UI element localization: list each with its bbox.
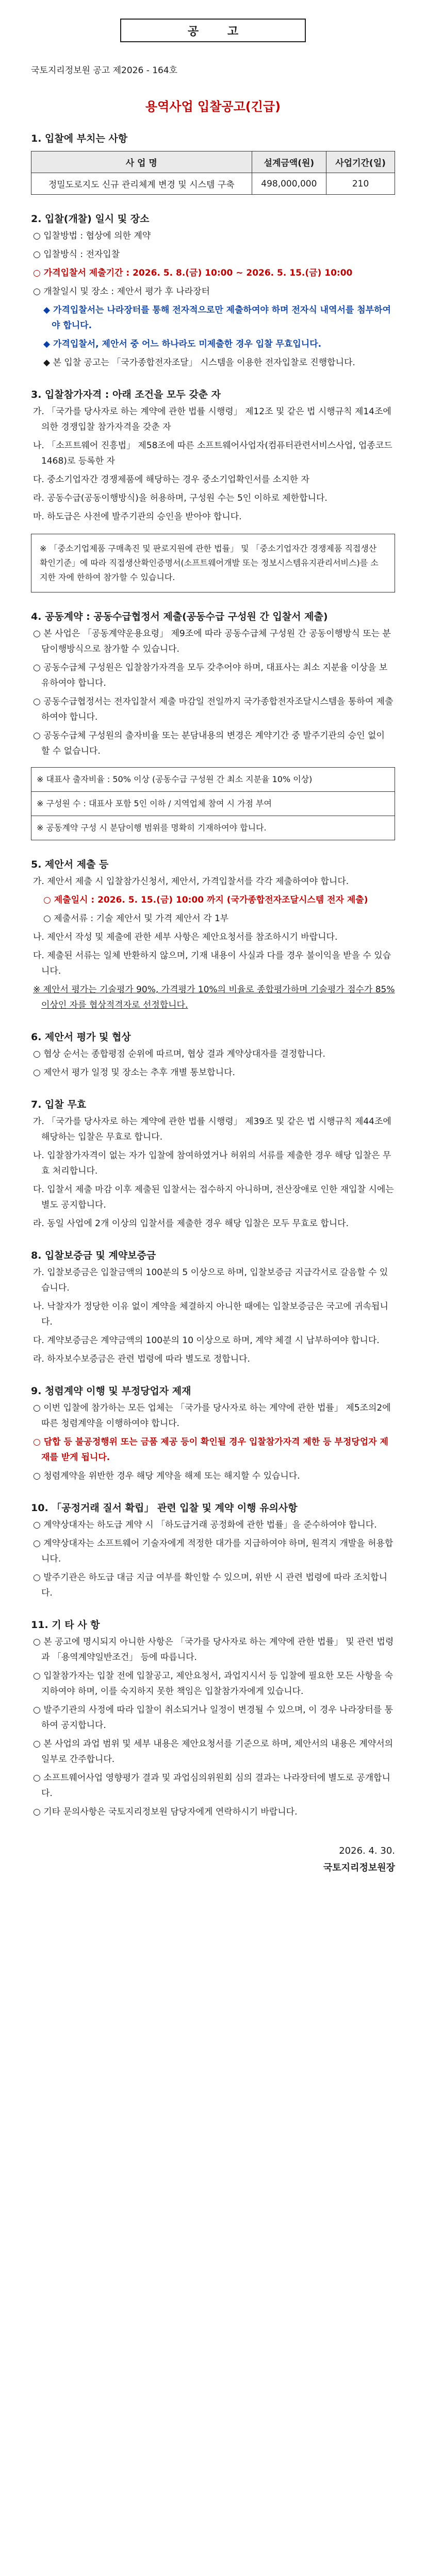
list-item: ○ 청렴계약을 위반한 경우 해당 계약을 해제 또는 해지할 수 있습니다. [33, 1471, 300, 1481]
list-item: ○ 제출서류 : 기술 제안서 및 가격 제안서 각 1부 [43, 913, 229, 924]
list-item: 가. 제안서 제출 시 입찰참가신청서, 제안서, 가격입찰서를 각각 제출하여야 합니다. [33, 876, 349, 887]
table-row [31, 173, 395, 195]
list-item: ◆ 가격입찰서, 제안서 중 어느 하나라도 미제출한 경우 입찰 무효입니다. [43, 339, 322, 349]
section-10-title: 10. 「공정거래 질서 확립」 관련 입찰 및 계약 이행 유의사항 [31, 1502, 298, 1514]
list-item: ○ 가격입찰서 제출기간 : 2026. 5. 8.(금) 10:00 ~ 2026. 5. 15.(금) 10:00 [33, 268, 353, 278]
list-item: ○ 계약상대자는 하도급 계약 시 「하도급거래 공정화에 관한 법률」을 준수하여야 합니다. [33, 1520, 377, 1530]
list-item: ○ 제출일시 : 2026. 5. 15.(금) 10:00 까지 (국가종합전자조달시스템 전자 제출) [43, 895, 368, 905]
list-item: ○ 공동수급협정서는 전자입찰서 제출 마감일 전일까지 국가종합전자조달시스템을 통하여 제출하여야 합니다. [33, 697, 394, 722]
table-cell: 210 [326, 173, 395, 195]
table-row [31, 792, 395, 816]
list-item: ○ 계약상대자는 소프트웨어 기술자에게 적정한 대가를 지급하여야 하며, 원격지 개발을 허용합니다. [33, 1538, 394, 1564]
joint-contract-box [31, 767, 395, 840]
qualification-note: ※ 「중소기업제품 구매촉진 및 판로지원에 관한 법률」 및 「중소기업자간 경쟁제품 직접생산 확인기준」에 따라 직접생산확인증명서(소프트웨어개발 또는 정보시스템유지관리서비스)를 소지한 자에 한하여 참가할 수 있습니다. [31, 534, 395, 592]
list-item: ○ 기타 문의사항은 국토지리정보원 담당자에게 연락하시기 바랍니다. [33, 1807, 298, 1817]
list-item: 라. 동일 사업에 2개 이상의 입찰서를 제출한 경우 해당 입찰은 모두 무효로 합니다. [33, 1218, 349, 1229]
table-header: 사 업 명 [31, 151, 252, 173]
section-2-title: 2. 입찰(개찰) 일시 및 장소 [31, 213, 150, 225]
list-item: ○ 담합 등 불공정행위 또는 금품 제공 등이 확인될 경우 입찰참가자격 제한 등 부정당업자 제재를 받게 됩니다. [33, 1437, 388, 1463]
notice-heading: 용역사업 입찰공고(긴급) [145, 99, 281, 114]
table-row [31, 768, 395, 792]
list-item: 나. 「소프트웨어 진흥법」 제58조에 따른 소프트웨어사업자(컴퓨터관련서비스사업, 업종코드 1468)로 등록한 자 [33, 440, 392, 466]
list-item: 나. 낙찰자가 정당한 이유 없이 계약을 체결하지 아니한 때에는 입찰보증금은 국고에 귀속됩니다. [33, 1301, 388, 1327]
section-9-title: 9. 청렴계약 이행 및 부정당업자 제재 [31, 1385, 191, 1397]
list-item: ○ 입찰참가자는 입찰 전에 입찰공고, 제안요청서, 과업지시서 등 입찰에 필요한 모든 사항을 숙지하여야 하며, 이를 숙지하지 못한 책임은 입찰참가자에게 있습니다. [33, 1671, 394, 1697]
section-1-title: 1. 입찰에 부치는 사항 [31, 133, 128, 144]
section-11-title: 11. 기 타 사 항 [31, 1619, 100, 1631]
section-3-title: 3. 입찰참가자격 : 아래 조건을 모두 갖춘 자 [31, 389, 221, 400]
list-item: ○ 발주기관의 사정에 따라 입찰이 취소되거나 일정이 변경될 수 있으며, 이 경우 나라장터를 통하여 공지합니다. [33, 1705, 394, 1731]
list-item: 라. 공동수급(공동이행방식)을 허용하며, 구성원 수는 5인 이하로 제한합니다. [33, 493, 327, 503]
issuing-organization: 국토지리정보원장 [323, 1862, 395, 1873]
list-item: 나. 입찰참가자격이 없는 자가 입찰에 참여하였거나 허위의 서류를 제출한 경우 해당 입찰은 무효 처리합니다. [33, 1150, 391, 1176]
section-6-title: 6. 제안서 평가 및 협상 [31, 1031, 131, 1043]
evaluation-note: ※ 제안서 평가는 기술평가 90%, 가격평가 10%의 비율로 종합평가하며 기술평가 점수가 85% 이상인 자를 협상적격자로 선정합니다. [33, 985, 395, 1010]
table-cell: ※ 공동계약 구성 시 분담이행 범위를 명확히 기재하여야 합니다. [31, 816, 395, 840]
list-item: ○ 개찰일시 및 장소 : 제안서 평가 후 나라장터 [33, 286, 210, 297]
table-header: 사업기간(일) [326, 151, 395, 173]
table-cell: 498,000,000 [252, 173, 326, 195]
list-item: ○ 본 사업은 「공동계약운용요령」 제9조에 따라 공동수급체 구성원 간 공동이행방식 또는 분담이행방식으로 참가할 수 있습니다. [33, 629, 391, 654]
list-item: ○ 입찰방법 : 협상에 의한 계약 [33, 231, 151, 241]
table-row [31, 816, 395, 840]
list-item: 마. 하도급은 사전에 발주기관의 승인을 받아야 합니다. [33, 512, 242, 522]
notice-number: 국토지리정보원 공고 제2026 - 164호 [31, 65, 178, 76]
list-item: ◆ 본 입찰 공고는 「국가종합전자조달」 시스템을 이용한 전자입찰로 진행합니다. [43, 358, 355, 368]
list-item: ○ 본 사업의 과업 범위 및 세부 내용은 제안요청서를 기준으로 하며, 제안서의 내용은 계약서의 일부로 간주합니다. [33, 1739, 394, 1765]
list-item: ○ 이번 입찰에 참가하는 모든 업체는 「국가를 당사자로 하는 계약에 관한 법률」 제5조의2에 따른 청렴계약을 이행하여야 합니다. [33, 1403, 391, 1429]
list-item: ○ 발주기관은 하도급 대금 지급 여부를 확인할 수 있으며, 위반 시 관련 법령에 따라 조치합니다. [33, 1572, 388, 1598]
list-item: 라. 하자보수보증금은 관련 법령에 따라 별도로 정합니다. [33, 1354, 250, 1364]
list-item: 다. 계약보증금은 계약금액의 100분의 10 이상으로 하며, 계약 체결 시 납부하여야 합니다. [33, 1335, 380, 1346]
list-item: 가. 입찰보증금은 입찰금액의 100분의 5 이상으로 하며, 입찰보증금 지급각서로 갈음할 수 있습니다. [33, 1267, 388, 1293]
list-item: ○ 소프트웨어사업 영향평가 결과 및 과업심의위원회 심의 결과는 나라장터에 별도로 공개합니다. [33, 1773, 390, 1799]
list-item: 가. 「국가를 당사자로 하는 계약에 관한 법률 시행령」 제12조 및 같은 법 시행규칙 제14조에 의한 경쟁입찰 참가자격을 갖춘 자 [33, 406, 391, 432]
section-7-title: 7. 입찰 무효 [31, 1099, 87, 1110]
list-item: 다. 중소기업자간 경쟁제품에 해당하는 경우 중소기업확인서를 소지한 자 [33, 474, 309, 485]
section-4-title: 4. 공동계약 : 공동수급협정서 제출(공동수급 구성원 간 입찰서 제출) [31, 611, 328, 622]
list-item: ◆ 가격입찰서는 나라장터를 통해 전자적으로만 제출하여야 하며 전자식 내역서를 첨부하여야 합니다. [43, 305, 391, 331]
list-item: ○ 협상 순서는 종합평점 순위에 따르며, 협상 결과 계약상대자를 결정합니다. [33, 1049, 325, 1059]
list-item: 다. 입찰서 제출 마감 이후 제출된 입찰서는 접수하지 아니하며, 전산장애로 인한 재입찰 시에는 별도 공지합니다. [33, 1184, 394, 1210]
list-item: 다. 제출된 서류는 일체 반환하지 않으며, 기재 내용이 사실과 다를 경우 불이익을 받을 수 있습니다. [33, 951, 391, 976]
list-item: 나. 제안서 작성 및 제출에 관한 세부 사항은 제안요청서를 참조하시기 바랍니다. [33, 932, 338, 942]
list-item: ○ 제안서 평가 일정 및 장소는 추후 개별 통보합니다. [33, 1067, 235, 1078]
section-8-title: 8. 입찰보증금 및 계약보증금 [31, 1250, 156, 1261]
list-item: ○ 공동수급체 구성원은 입찰참가자격을 모두 갖추어야 하며, 대표사는 최소 지분율 이상을 보유하여야 합니다. [33, 663, 388, 688]
list-item: ○ 입찰방식 : 전자입찰 [33, 249, 120, 260]
table-cell: 정밀도로지도 신규 관리체계 변경 및 시스템 구축 [31, 173, 252, 195]
table-cell: ※ 구성원 수 : 대표사 포함 5인 이하 / 지역업체 참여 시 가점 부여 [31, 792, 395, 816]
section-5-title: 5. 제안서 제출 등 [31, 859, 109, 870]
project-summary-table [31, 151, 395, 195]
table-header: 설계금액(원) [252, 151, 326, 173]
notice-page [0, 19, 426, 2576]
list-item: ○ 공동수급체 구성원의 출자비율 또는 분담내용의 변경은 계약기간 중 발주기관의 승인 없이 할 수 없습니다. [33, 731, 385, 756]
notice-date: 2026. 4. 30. [339, 1845, 395, 1856]
table-cell: ※ 대표사 출자비율 : 50% 이상 (공동수급 구성원 간 최소 지분율 10% 이상) [31, 768, 395, 792]
list-item: 가. 「국가를 당사자로 하는 계약에 관한 법률 시행령」 제39조 및 같은 법 시행규칙 제44조에 해당하는 입찰은 무효로 합니다. [33, 1116, 391, 1142]
list-item: ○ 본 공고에 명시되지 아니한 사항은 「국가를 당사자로 하는 계약에 관한 법률」 및 관련 법령과 「용역계약일반조건」 등에 따릅니다. [33, 1637, 394, 1663]
notice-title: 공 고 [120, 19, 306, 42]
